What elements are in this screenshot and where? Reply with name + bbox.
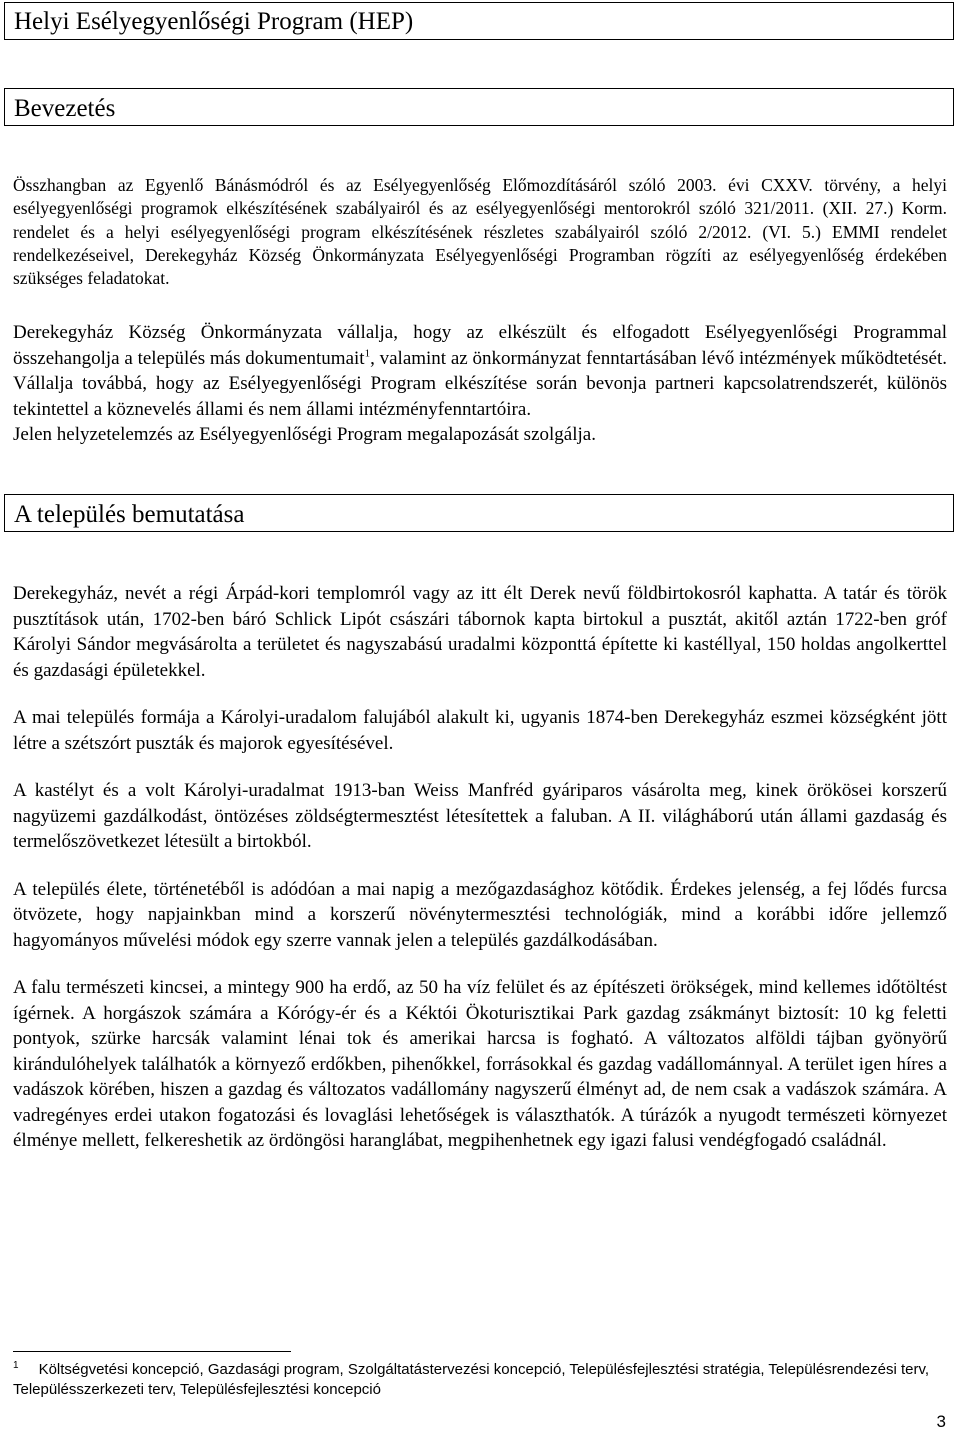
- intro-section: [13, 174, 947, 290]
- intro-paragraph-3: Jelen helyzetelemzés az Esélyegyenlőségi Program megalapozását szolgálja.: [13, 424, 596, 445]
- footnote-number: 1: [13, 1360, 19, 1371]
- footnote-reference: 1: [364, 347, 371, 360]
- footnote-text: Költségvetési koncepció, Gazdasági program, Szolgáltatástervezési koncepció, Településfejlesztési stratégia, Településrendezési terv, Településszerkezeti terv, Településfejlesztési koncepció: [13, 1361, 930, 1398]
- section-paragraph: A kastélyt és a volt Károlyi-uradalmat 1913-ban Weiss Manfréd gyáriparos vásárolta meg, kinek örökösei korszerű nagyüzemi gazdálkodást, öntözéses zöldségtermesztést létesítettek a faluban. A II. világháború után állami gazdaság és termelőszövetkezet létesült a birtokból.: [13, 780, 947, 852]
- intro-heading: Bevezetés: [4, 88, 954, 126]
- footnote: [13, 1360, 953, 1400]
- section-paragraph: A település élete, történetéből is adódóan a mai napig a mezőgazdasághoz kötődik. Érdekes jelenség, a fej lődés furcsa ötvözete, hogy napjainkban mind a korszerű növénytermesztési technológiák, mind a korábbi időre jellemző hagyományos művelési módok egy szerre vannak jelen a település gazdálkodásában.: [13, 878, 947, 951]
- section-paragraph: A mai település formája a Károlyi-uradalom falujából alakult ki, ugyanis 1874-ben Derekegyház eszmei községként jött létre a szétszórt puszták és majorok egyesítésével.: [13, 707, 947, 754]
- intro-paragraph-2: [13, 320, 947, 422]
- section-heading: A település bemutatása: [4, 494, 954, 532]
- intro-paragraph-1: Összhangban az Egyenlő Bánásmódról és az Esélyegyenlőség Előmozdításáról szóló 2003. évi CXXV. törvény, a helyi esélyegyenlőségi programok elkészítésének szabályairól és az esélyegyenlőségi mentorokról szóló 321/2011. (XII. 27.) Korm. rendelet és a helyi esélyegyenlőségi program elkészítésének részletes szabályairól szóló 2/2012. (VI. 5.) EMMI rendelet rendelkezéseivel, Derekegyház Község Önkormányzata Esélyegyenlőségi Programban rögzíti az esélyegyenlőség érdekében szükséges feladatokat.: [13, 175, 947, 289]
- intro-section-2: [13, 320, 947, 448]
- section-paragraph: Derekegyház, nevét a régi Árpád-kori templomról vagy az itt élt Derek nevű földbirtokosról kaphatta. A tatár és török pusztítások után, 1702-ben báró Schlick Lipót császári tábornok kapta birtokul a pusztát, akitől aztán 1722-ben gróf Károlyi Sándor megvásárolta a területet és nagyszabású uradalmi központtá építette ki kastéllyal, 150 holdas angolkerttel és gazdasági épületekkel.: [13, 583, 947, 681]
- intro-paragraph-2-text-b: , valamint az önkormányzat fenntartásában lévő intézmények működtetését. Vállalja továbbá, hogy az Esélyegyenlőségi Program elkészítése során bevonja partneri kapcsolatrendszerét, különös tekintettel a köznevelés állami és nem állami intézményfenntartóira.: [13, 347, 947, 420]
- page-number: 3: [936, 1412, 946, 1431]
- section-paragraph: A falu természeti kincsei, a mintegy 900 ha erdő, az 50 ha víz felület és az építészeti örökségek, mind kellemes időtöltést ígérnek. A horgászok számára a Kórógy-ér és a Kéktói Ökoturisztikai Park gazdag zsákmányt biztosít: 10 kg feletti pontyok, szürke harcsák valamint lénai tok és amerikai harcsa is fogható. A változatos alföldi tájban gyönyörű kirándulóhelyek találhatók a környező erdőkben, pihenőkkel, forrásokkal és gazdag vadállománnyal. A terület igen híres a vadászok körében, hiszen a gazdag és változatos vadállomány nagyszerű élményt ad, de nem csak a vadászok számára. A vadregényes erdei utakon fogatozási és lovaglási lehetőségek is választhatók. A túrázók a nyugodt természeti környezet élménye mellett, felkereshetik az ördöngösi haranglábat, megpihenhetnek egy igazi falusi vendégfogadó családnál.: [13, 977, 947, 1151]
- section-body: [13, 581, 947, 1154]
- document-title: Helyi Esélyegyenlőségi Program (HEP): [4, 2, 954, 40]
- footnote-divider: [13, 1351, 291, 1352]
- intro-paragraph-2-text-a: Derekegyház Község Önkormányzata vállalja, hogy az elkészült és elfogadott Esélyegyenlőségi Programmal összehangolja a település más dokumentumait: [13, 322, 947, 369]
